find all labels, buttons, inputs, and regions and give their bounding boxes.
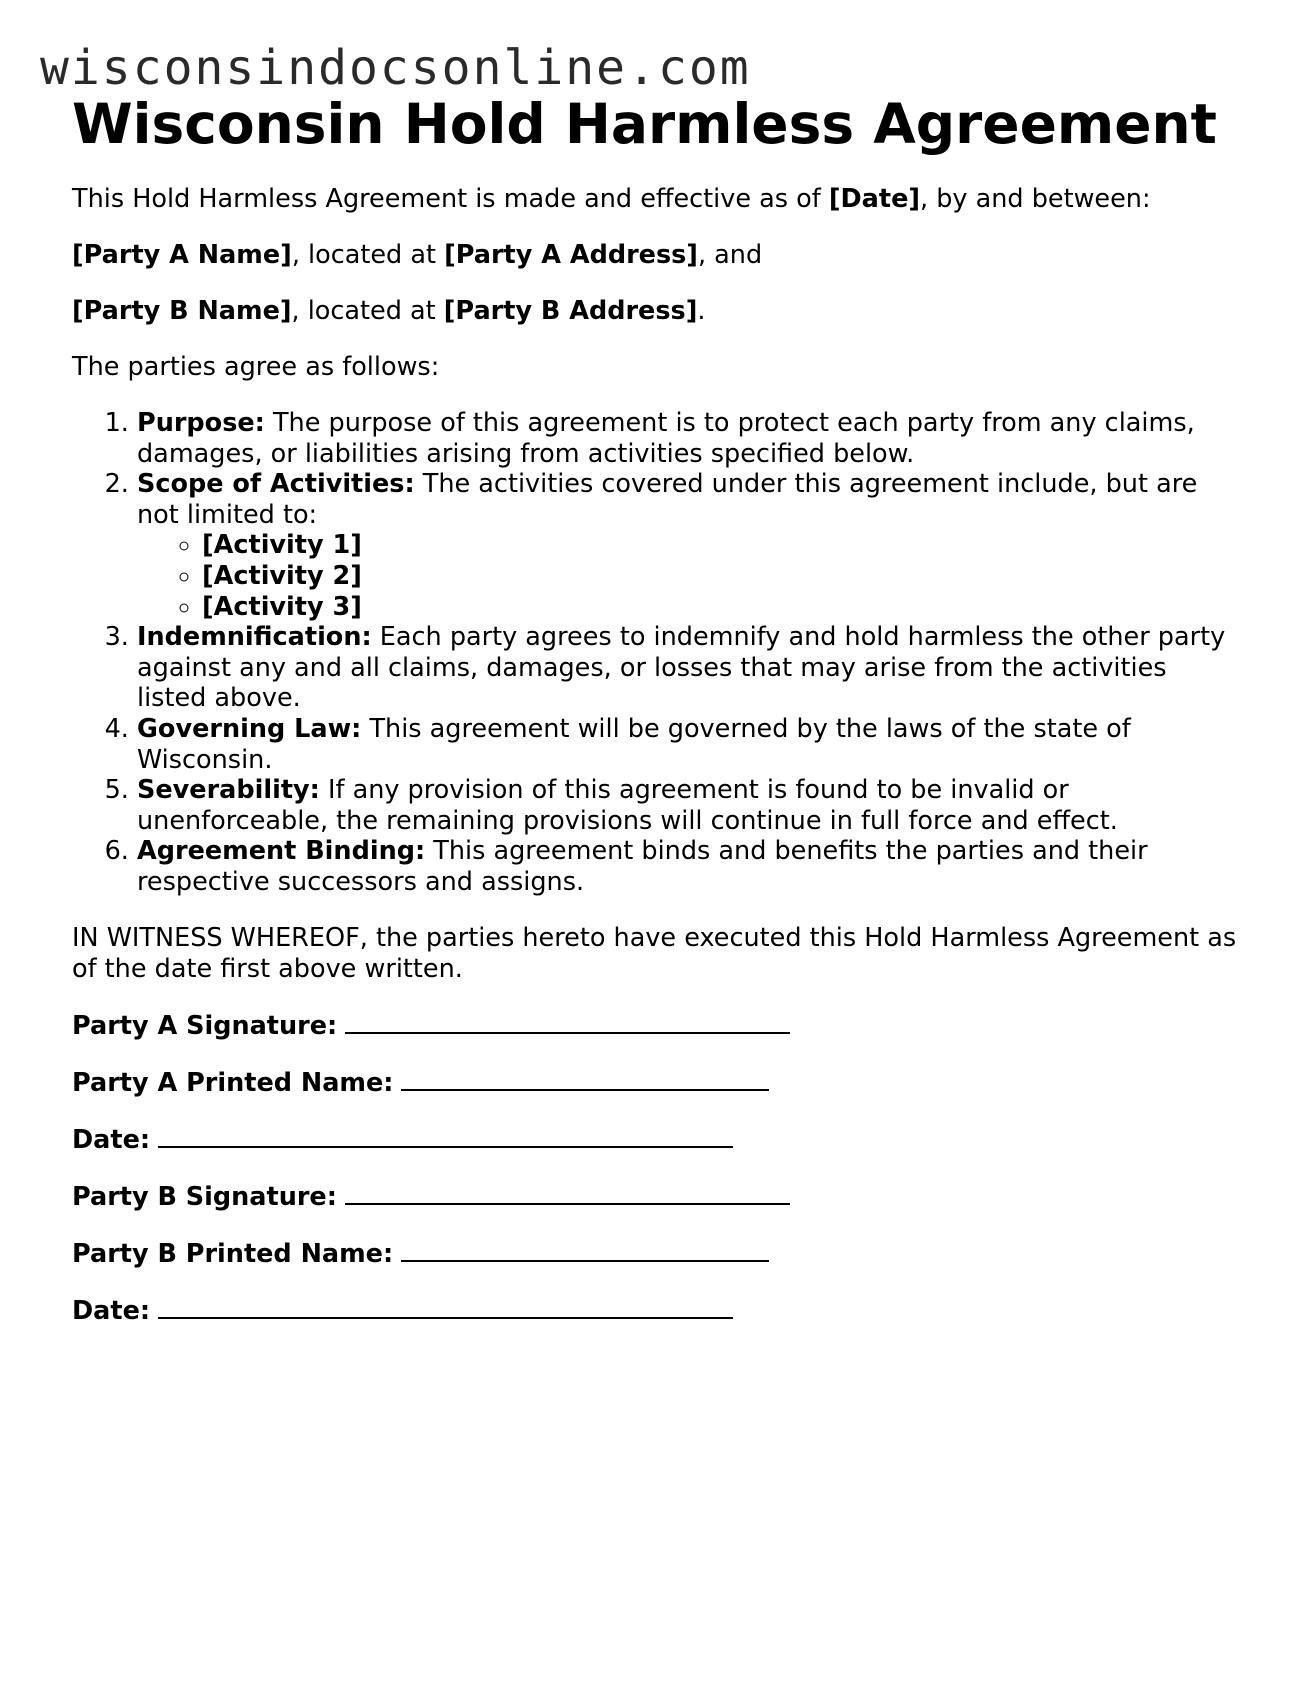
watermark-text: wisconsindocsonline.com [40,40,751,96]
party-b-line [72,296,1242,327]
clause-text: If any provision of this agreement is found to be invalid or unenforceable, the remaining provisions will continue in full force and effect. [137,775,1118,836]
intro-text-end: , by and between: [920,184,1151,214]
party-a-date-blank[interactable] [158,1124,733,1148]
intro-paragraph [72,184,1242,215]
clause-heading: Governing Law: [137,713,362,744]
clause-governing-law [137,714,1242,775]
party-b-signature-blank[interactable] [345,1181,790,1205]
clause-heading: Scope of Activities: [137,469,415,500]
clause-heading: Agreement Binding: [137,836,426,867]
clause-agreement-binding [137,836,1242,897]
party-a-connector: , located at [291,240,445,270]
party-a-name: [Party A Name] [72,240,292,270]
clause-text: The purpose of this agreement is to protect each party from any claims, damages, or liabilities arising from activities specified below. [137,408,1195,469]
document-page [72,88,1242,1327]
clause-purpose [137,408,1242,469]
clause-severability [137,775,1242,836]
party-b-printed-name-label: Party B Printed Name: [72,1238,394,1269]
party-b-address: [Party B Address] [443,296,698,326]
party-a-line [72,240,1242,271]
intro-date-placeholder: [Date] [828,184,921,214]
clause-text: This agreement binds and benefits the parties and their respective successors and assigns. [137,836,1148,897]
clause-heading: Purpose: [137,408,265,438]
party-b-end: . [697,296,706,326]
intro-text: This Hold Harmless Agreement is made and effective as of [72,184,829,214]
clause-list [72,408,1242,898]
activity-label: [Activity 2] [202,560,362,591]
activity-label: [Activity 1] [202,530,362,561]
party-b-date-label: Date: [72,1295,151,1326]
party-a-address: [Party A Address] [444,240,698,270]
party-a-end: , and [697,240,763,270]
party-b-printed-name-field[interactable] [72,1238,1242,1270]
party-a-date-label: Date: [72,1124,151,1155]
clause-indemnification [137,622,1242,714]
clause-text: The activities covered under this agreement include, but are not limited to: [137,469,1198,530]
clause-scope [137,469,1242,622]
party-a-printed-name-field[interactable] [72,1067,1242,1099]
party-a-signature-blank[interactable] [345,1010,790,1034]
party-a-date-field[interactable] [72,1124,1242,1156]
party-b-date-blank[interactable] [158,1295,733,1319]
activity-item [202,561,1242,592]
party-a-printed-name-label: Party A Printed Name: [72,1067,394,1098]
activity-label: [Activity 3] [202,591,362,622]
clause-text: This agreement will be governed by the laws of the state of Wisconsin. [137,713,1131,775]
witness-paragraph: IN WITNESS WHEREOF, the parties hereto have executed this Hold Harmless Agreement as of the date first above written. [72,922,1237,984]
party-b-signature-label: Party B Signature: [72,1181,337,1212]
party-a-signature-field[interactable] [72,1010,1242,1042]
party-a-printed-name-blank[interactable] [401,1067,769,1091]
clause-text: Each party agrees to indemnify and hold harmless the other party against any and all claims, damages, or losses that may arise from the activities listed above. [137,622,1226,714]
document-title: Wisconsin Hold Harmless Agreement [72,92,1217,156]
party-b-printed-name-blank[interactable] [401,1238,769,1262]
activity-list [137,530,1242,622]
party-b-connector: , located at [291,296,444,326]
activity-item [202,530,1242,561]
agree-line: The parties agree as follows: [72,352,440,382]
party-b-date-field[interactable] [72,1295,1242,1327]
activity-item [202,592,1242,623]
clause-heading: Severability: [137,775,320,806]
party-a-signature-label: Party A Signature: [72,1010,338,1041]
party-b-signature-field[interactable] [72,1181,1242,1213]
party-b-name: [Party B Name] [72,296,292,326]
clause-heading: Indemnification: [137,622,372,653]
